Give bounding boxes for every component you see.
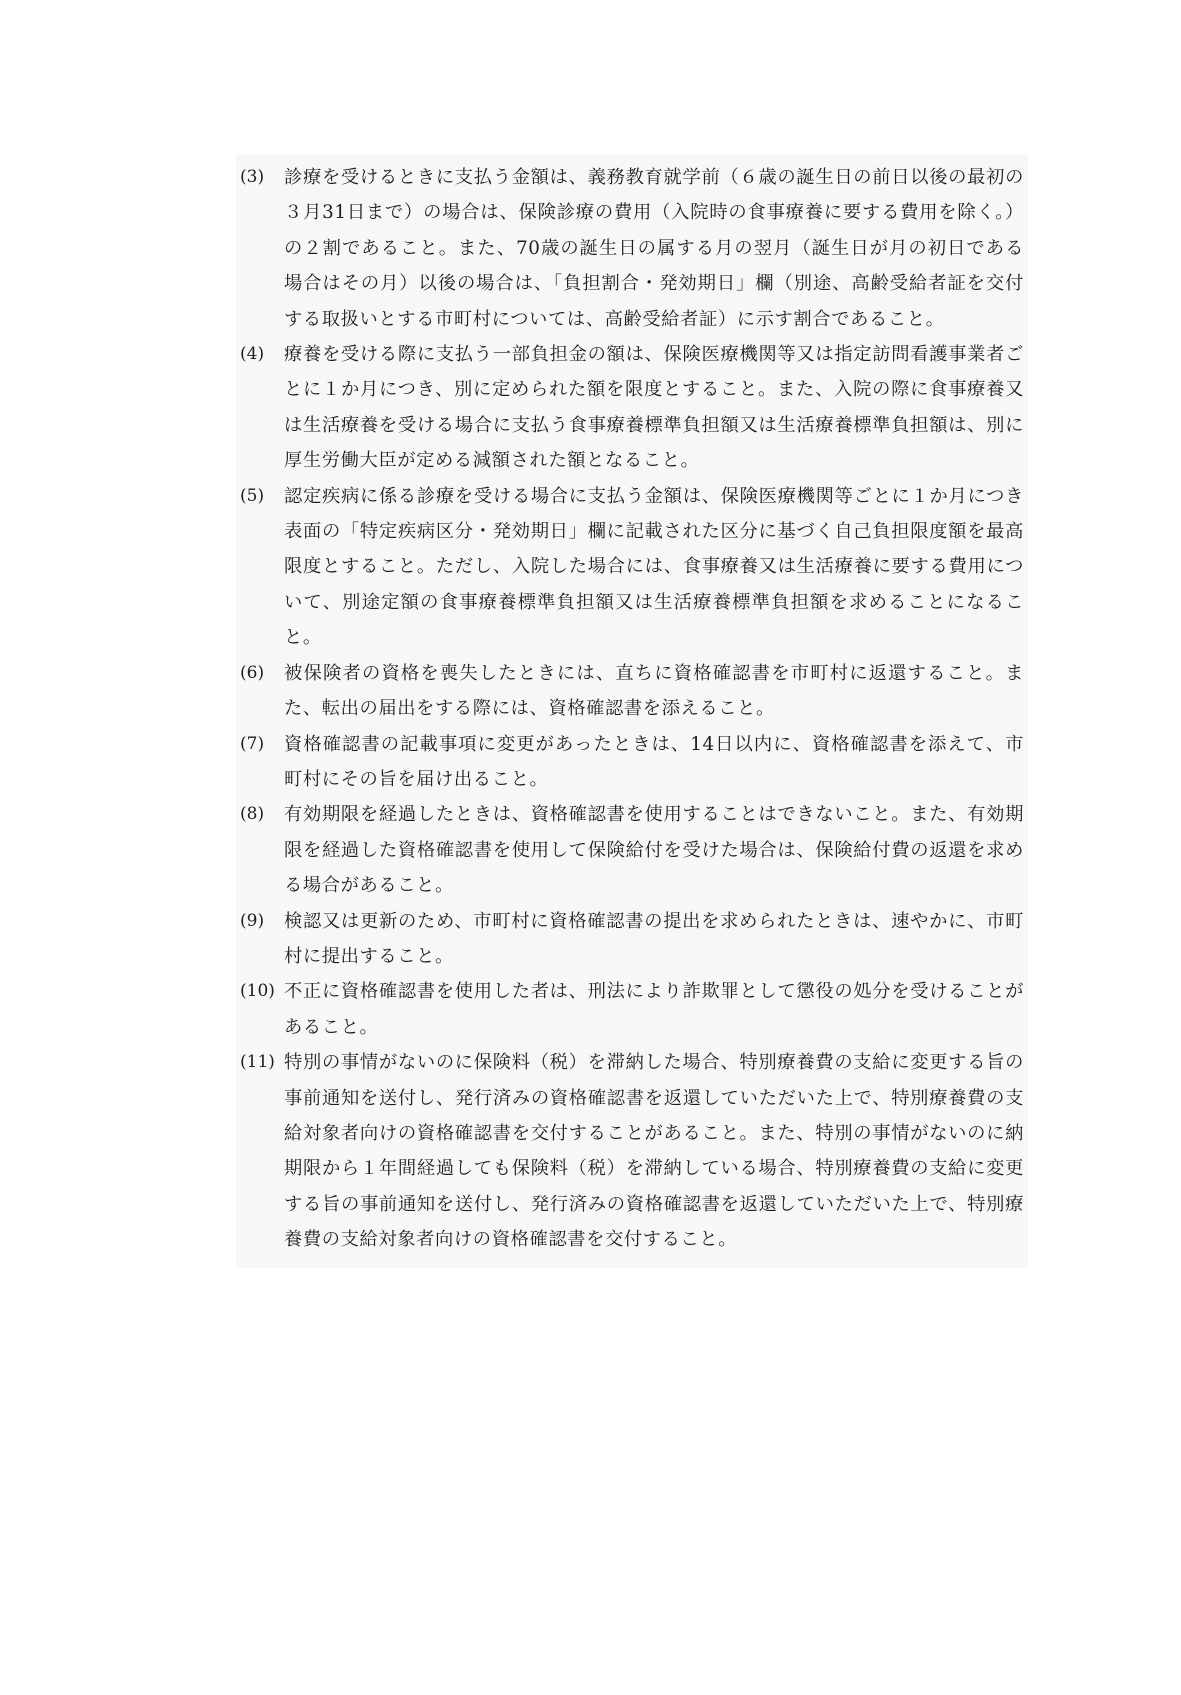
item-text: 被保険者の資格を喪失したときには、直ちに資格確認書を市町村に返還すること。また、転出の届出をする際には、資格確認書を添えること。 [284, 662, 1024, 720]
list-item [240, 337, 1024, 479]
item-number: (7) [240, 733, 265, 754]
item-text: 特別の事情がないのに保険料（税）を滞納した場合、特別療養費の支給に変更する旨の事前通知を送付し、発行済みの資格確認書を返還していただいた上で、特別療養費の支給対象者向けの資格確認書を交付することがあること。また、特別の事情がないのに納期限から１年間経過しても保険料（税）を滞納している場合、特別療養費の支給に変更する旨の事前通知を送付し、発行済みの資格確認書を返還していただいた上で、特別療養費の支給対象者向けの資格確認書を交付すること。 [284, 1052, 1024, 1251]
item-text: 診療を受けるときに支払う金額は、義務教育就学前（６歳の誕生日の前日以後の最初の３月31日まで）の場合は、保険診療の費用（入院時の食事療養に要する費用を除く。）の２割であること。また、70歳の誕生日の属する月の翌月（誕生日が月の初日である場合はその月）以後の場合は、「負担割合・発効期日」欄（別途、高齢受給者証を交付する取扱いとする市町村については、高齢受給者証）に示す割合であること。 [284, 167, 1024, 330]
item-number: (5) [240, 485, 265, 506]
item-number: (11) [240, 1052, 275, 1073]
item-number: (6) [240, 662, 265, 683]
list-item [240, 656, 1024, 727]
item-text: 資格確認書の記載事項に変更があったときは、14日以内に、資格確認書を添えて、市町村にその旨を届け出ること。 [284, 733, 1024, 790]
item-text: 不正に資格確認書を使用した者は、刑法により詐欺罪として懲役の処分を受けることがあること。 [284, 981, 1024, 1038]
list-item [240, 160, 1024, 337]
list-item [240, 727, 1024, 798]
item-text: 有効期限を経過したときは、資格確認書を使用することはできないこと。また、有効期限を経過した資格確認書を使用して保険給付を受けた場合は、保険給付費の返還を求める場合があること。 [284, 804, 1024, 897]
item-text: 療養を受ける際に支払う一部負担金の額は、保険医療機関等又は指定訪問看護事業者ごとに１か月につき、別に定められた額を限度とすること。また、入院の際に食事療養又は生活療養を受ける場合に支払う食事療養標準負担額又は生活療養標準負担額は、別に厚生労働大臣が定める減額された額となること。 [284, 344, 1024, 472]
list-item [240, 974, 1024, 1045]
list-item [240, 1045, 1024, 1257]
item-text: 検認又は更新のため、市町村に資格確認書の提出を求められたときは、速やかに、市町村に提出すること。 [284, 910, 1024, 967]
item-text: 認定疾病に係る診療を受ける場合に支払う金額は、保険医療機関等ごとに１か月につき表面の「特定疾病区分・発効期日」欄に記載された区分に基づく自己負担限度額を最高限度とすること。ただし、入院した場合には、食事療養又は生活療養に要する費用について、別途定額の食事療養標準負担額又は生活療養標準負担額を求めることになること。 [284, 485, 1024, 649]
list-item [240, 479, 1024, 656]
notes-list [236, 154, 1028, 1268]
list-item [240, 797, 1024, 903]
item-number: (3) [240, 167, 265, 187]
item-number: (8) [240, 804, 265, 825]
item-number: (10) [240, 981, 275, 1002]
item-number: (4) [240, 344, 265, 365]
item-number: (9) [240, 910, 265, 931]
list-item [240, 904, 1024, 975]
